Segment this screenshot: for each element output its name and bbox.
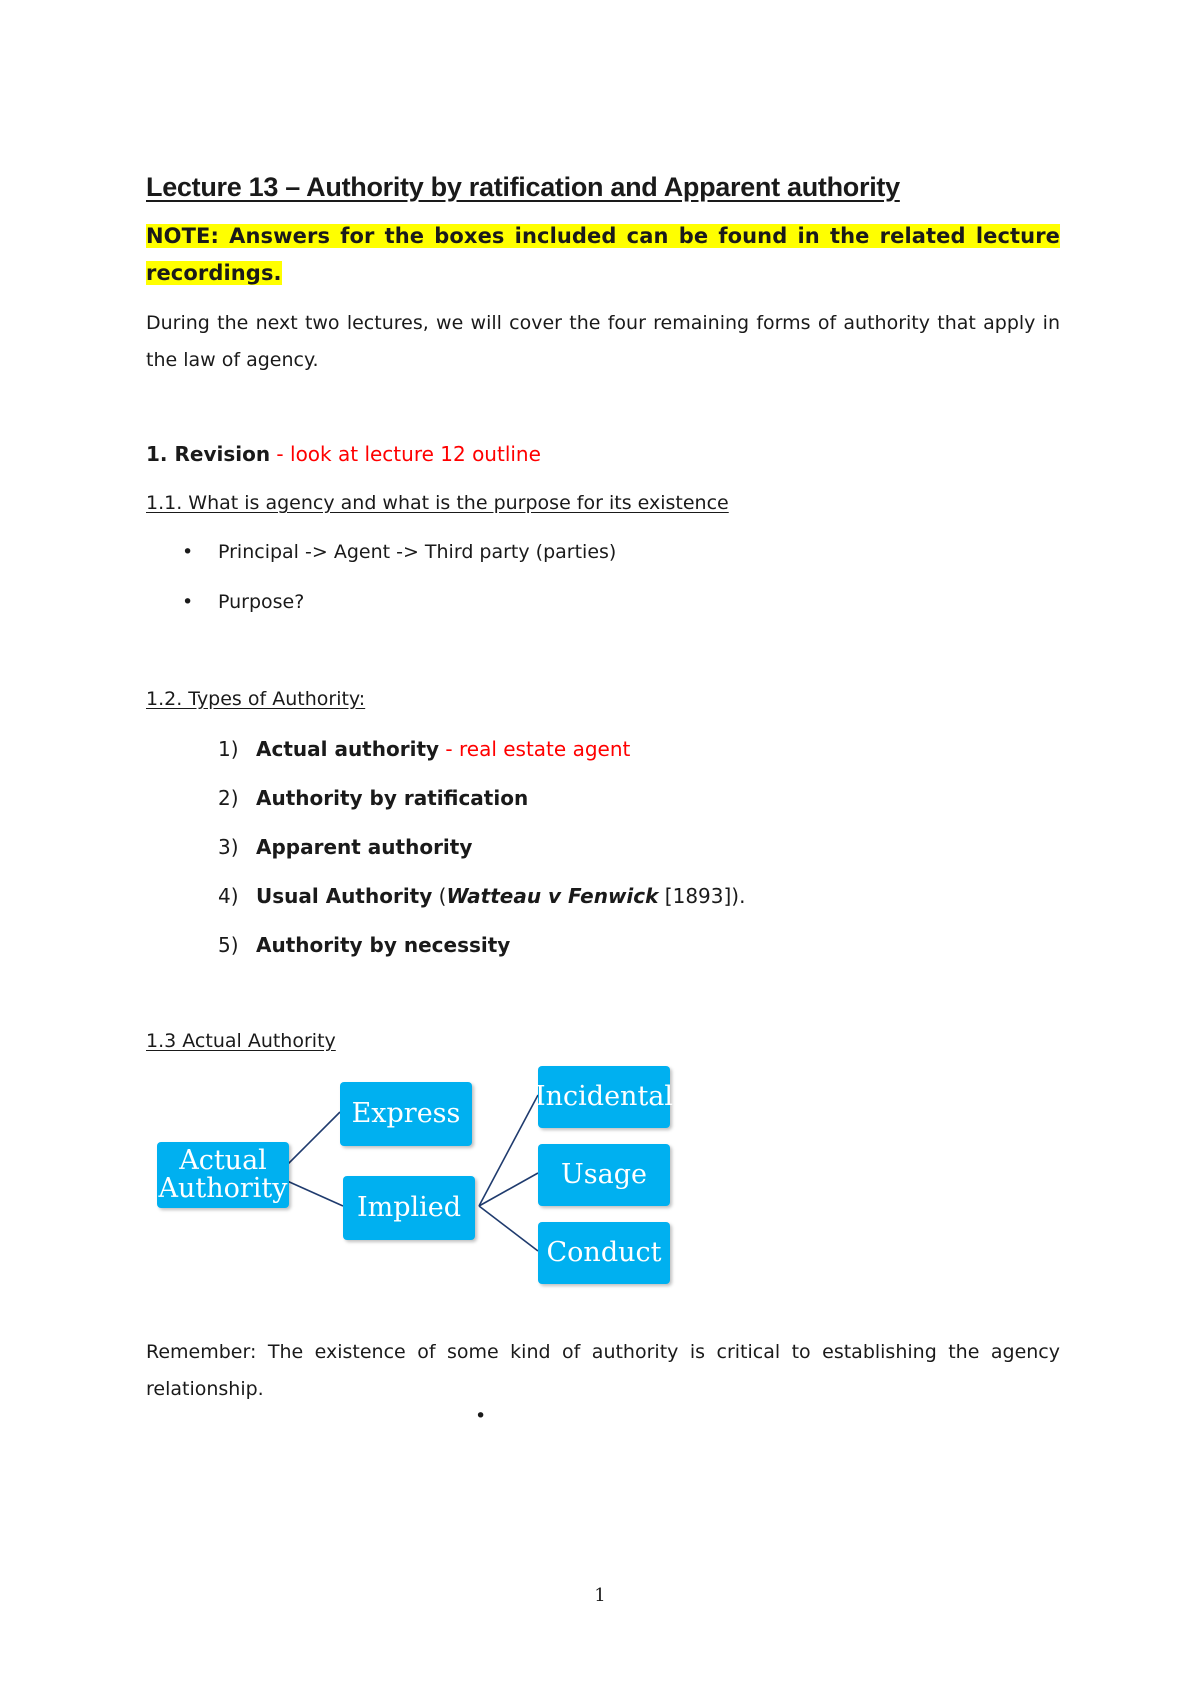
page-number: 1: [594, 1585, 606, 1606]
list-item: [182, 591, 304, 613]
node-express: Express: [340, 1082, 472, 1146]
node-incidental: Incidental: [538, 1066, 670, 1128]
list-item: [218, 835, 472, 859]
page-title: Lecture 13 – Authority by ratification and Apparent authority: [146, 172, 900, 202]
item-number: 4): [218, 884, 239, 908]
note-highlight: [146, 218, 1060, 292]
item-label: Authority by necessity: [256, 933, 511, 957]
node-conduct: Conduct: [538, 1222, 670, 1284]
stray-bullet: •: [475, 1405, 487, 1427]
item-label: Authority by ratification: [256, 786, 529, 810]
remember-paragraph: Remember: The existence of some kind of authority is critical to establishing the agency relationship.: [146, 1341, 1060, 1400]
list-item: [218, 933, 510, 957]
item-number: 1): [218, 737, 239, 761]
bullet-icon: •: [182, 541, 194, 563]
item-number: 3): [218, 835, 239, 859]
note-text: NOTE: Answers for the boxes included can be found in the related lecture recordings.: [146, 224, 1060, 285]
node-label: Actual: [179, 1144, 267, 1176]
revision-dash: -: [270, 442, 291, 466]
case-name: Watteau v Fenwick: [446, 884, 659, 908]
node-implied: Implied: [343, 1176, 475, 1240]
node-usage: Usage: [538, 1144, 670, 1206]
actual-heading: 1.3 Actual Authority: [146, 1030, 336, 1052]
item-open: (: [432, 884, 447, 908]
intro-paragraph: During the next two lectures, we will cover the four remaining forms of authority that apply in the law of agency.: [146, 312, 1060, 371]
list-item: [182, 541, 616, 563]
node-actual-authority: [157, 1142, 289, 1208]
item-label: Actual authority: [256, 737, 440, 761]
agency-heading: 1.1. What is agency and what is the purpose for its existence: [146, 492, 729, 514]
connector-implied-conduct: [479, 1206, 538, 1251]
item-label: Apparent authority: [256, 835, 473, 859]
bullet-text: Principal -> Agent -> Third party (parties): [218, 541, 617, 563]
bullet-icon: •: [182, 591, 194, 613]
list-item: [218, 737, 630, 761]
node-label: Authority: [158, 1173, 288, 1204]
case-year: [1893]).: [658, 884, 746, 908]
bullet-text: Purpose?: [218, 591, 305, 613]
list-item: [218, 884, 745, 908]
revision-label: 1. Revision: [146, 442, 271, 466]
list-item: [218, 786, 528, 810]
revision-heading: [146, 442, 541, 466]
actual-authority-diagram: [146, 1060, 686, 1300]
item-number: 2): [218, 786, 239, 810]
types-heading: 1.2. Types of Authority:: [146, 688, 366, 710]
item-number: 5): [218, 933, 239, 957]
revision-hint: look at lecture 12 outline: [290, 442, 541, 466]
item-note: - real estate agent: [439, 737, 631, 761]
item-label: Usual Authority: [256, 884, 433, 908]
